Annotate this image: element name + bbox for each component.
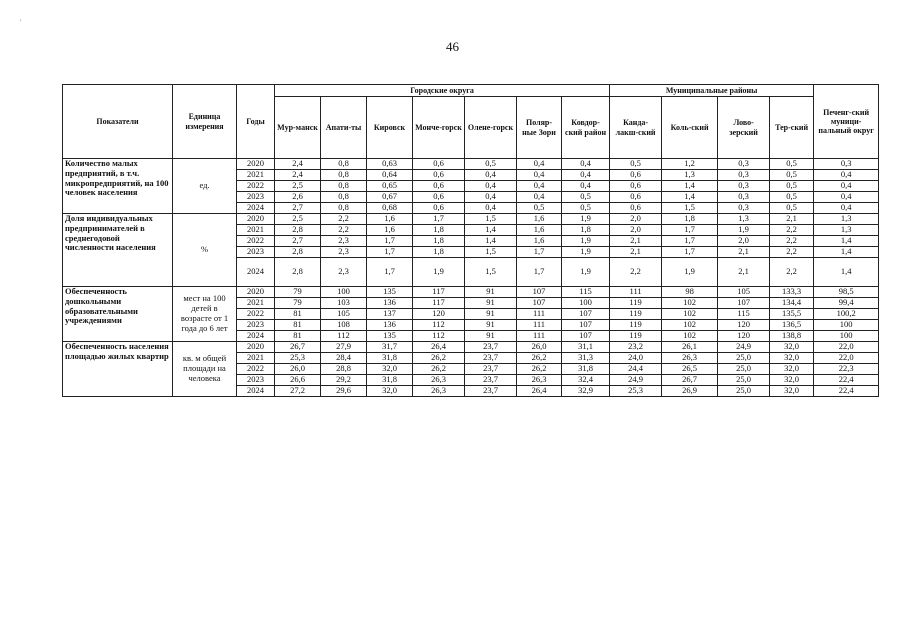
value-cell: 102 (662, 320, 718, 331)
value-cell: 1,9 (562, 247, 610, 258)
value-cell: 100 (814, 320, 879, 331)
header-area: Кировск (367, 97, 413, 159)
value-cell: 31,1 (562, 342, 610, 353)
value-cell: 0,5 (562, 192, 610, 203)
value-cell: 32,0 (770, 386, 814, 397)
value-cell: 26,3 (413, 375, 465, 386)
value-cell: 26,3 (517, 375, 562, 386)
value-cell: 91 (465, 298, 517, 309)
value-cell: 26,3 (662, 353, 718, 364)
value-cell: 32,0 (367, 386, 413, 397)
value-cell: 0,5 (610, 159, 662, 170)
value-cell: 2,4 (275, 170, 321, 181)
value-cell: 28,4 (321, 353, 367, 364)
year-cell: 2020 (237, 342, 275, 353)
value-cell: 1,7 (367, 258, 413, 287)
value-cell: 0,5 (770, 159, 814, 170)
value-cell: 102 (662, 298, 718, 309)
value-cell: 1,9 (562, 258, 610, 287)
value-cell: 25,0 (718, 375, 770, 386)
value-cell: 100,2 (814, 309, 879, 320)
value-cell: 26,5 (662, 364, 718, 375)
value-cell: 136,5 (770, 320, 814, 331)
value-cell: 26,0 (517, 342, 562, 353)
value-cell: 108 (321, 320, 367, 331)
value-cell: 0,4 (814, 170, 879, 181)
value-cell: 2,1 (718, 247, 770, 258)
value-cell: 23,7 (465, 342, 517, 353)
value-cell: 23,2 (610, 342, 662, 353)
header-area: Ковдор-ский район (562, 97, 610, 159)
value-cell: 0,8 (321, 170, 367, 181)
value-cell: 0,8 (321, 159, 367, 170)
value-cell: 26,2 (517, 353, 562, 364)
value-cell: 1,4 (814, 247, 879, 258)
header-group-urban: Городские округа (275, 85, 610, 97)
year-cell: 2024 (237, 386, 275, 397)
corner-mark: ' (20, 18, 22, 27)
value-cell: 100 (321, 287, 367, 298)
value-cell: 32,0 (770, 342, 814, 353)
value-cell: 26,7 (662, 375, 718, 386)
value-cell: 0,8 (321, 181, 367, 192)
value-cell: 91 (465, 287, 517, 298)
value-cell: 2,1 (770, 214, 814, 225)
value-cell: 103 (321, 298, 367, 309)
value-cell: 1,5 (465, 247, 517, 258)
value-cell: 24,9 (718, 342, 770, 353)
value-cell: 102 (662, 309, 718, 320)
value-cell: 100 (814, 331, 879, 342)
value-cell: 1,5 (465, 258, 517, 287)
value-cell: 0,6 (413, 181, 465, 192)
value-cell: 107 (562, 331, 610, 342)
value-cell: 25,3 (610, 386, 662, 397)
value-cell: 0,6 (413, 159, 465, 170)
value-cell: 0,3 (718, 192, 770, 203)
unit-cell: ед. (173, 159, 237, 214)
year-cell: 2021 (237, 298, 275, 309)
value-cell: 0,3 (718, 170, 770, 181)
value-cell: 1,4 (662, 192, 718, 203)
value-cell: 32,0 (770, 353, 814, 364)
header-unit: Единица измерения (173, 85, 237, 159)
header-year: Годы (237, 85, 275, 159)
value-cell: 2,2 (770, 225, 814, 236)
value-cell: 27,2 (275, 386, 321, 397)
value-cell: 1,7 (367, 247, 413, 258)
value-cell: 117 (413, 298, 465, 309)
value-cell: 0,4 (465, 192, 517, 203)
year-cell: 2022 (237, 309, 275, 320)
value-cell: 2,7 (275, 236, 321, 247)
value-cell: 1,4 (465, 225, 517, 236)
value-cell: 26,1 (662, 342, 718, 353)
value-cell: 31,7 (367, 342, 413, 353)
unit-cell: % (173, 214, 237, 287)
value-cell: 111 (517, 320, 562, 331)
value-cell: 25,3 (275, 353, 321, 364)
value-cell: 111 (517, 309, 562, 320)
value-cell: 0,4 (465, 181, 517, 192)
value-cell: 112 (413, 320, 465, 331)
value-cell: 0,5 (562, 203, 610, 214)
year-cell: 2020 (237, 214, 275, 225)
value-cell: 0,3 (718, 203, 770, 214)
value-cell: 133,3 (770, 287, 814, 298)
value-cell: 119 (610, 298, 662, 309)
value-cell: 2,5 (275, 214, 321, 225)
value-cell: 22,4 (814, 386, 879, 397)
value-cell: 1,9 (562, 236, 610, 247)
value-cell: 115 (562, 287, 610, 298)
value-cell: 0,4 (465, 203, 517, 214)
value-cell: 1,9 (662, 258, 718, 287)
value-cell: 26,2 (413, 353, 465, 364)
value-cell: 23,7 (465, 353, 517, 364)
year-cell: 2021 (237, 225, 275, 236)
value-cell: 0,5 (770, 181, 814, 192)
value-cell: 107 (562, 309, 610, 320)
header-area: Апати-ты (321, 97, 367, 159)
value-cell: 135 (367, 331, 413, 342)
value-cell: 107 (517, 298, 562, 309)
header-pechenga: Печенг-ский муници-пальный округ (814, 85, 879, 159)
value-cell: 23,7 (465, 364, 517, 375)
value-cell: 26,4 (413, 342, 465, 353)
value-cell: 1,9 (562, 214, 610, 225)
value-cell: 0,6 (413, 192, 465, 203)
table-row (63, 214, 879, 225)
value-cell: 1,7 (517, 247, 562, 258)
value-cell: 134,4 (770, 298, 814, 309)
value-cell: 1,3 (814, 225, 879, 236)
value-cell: 0,6 (413, 170, 465, 181)
value-cell: 22,4 (814, 375, 879, 386)
value-cell: 31,3 (562, 353, 610, 364)
value-cell: 0,4 (814, 203, 879, 214)
value-cell: 22,3 (814, 364, 879, 375)
value-cell: 2,4 (275, 159, 321, 170)
value-cell: 1,3 (814, 214, 879, 225)
value-cell: 115 (718, 309, 770, 320)
value-cell: 0,3 (718, 181, 770, 192)
value-cell: 0,5 (517, 203, 562, 214)
value-cell: 137 (367, 309, 413, 320)
value-cell: 2,2 (321, 225, 367, 236)
value-cell: 22,0 (814, 342, 879, 353)
value-cell: 26,2 (413, 364, 465, 375)
value-cell: 120 (718, 320, 770, 331)
value-cell: 2,2 (770, 258, 814, 287)
header-area: Коль-ский (662, 97, 718, 159)
value-cell: 98 (662, 287, 718, 298)
value-cell: 107 (718, 298, 770, 309)
value-cell: 119 (610, 309, 662, 320)
value-cell: 0,8 (321, 192, 367, 203)
year-cell: 2023 (237, 320, 275, 331)
table-row (63, 287, 879, 298)
year-cell: 2022 (237, 364, 275, 375)
value-cell: 99,4 (814, 298, 879, 309)
table-row (63, 342, 879, 353)
value-cell: 26,0 (275, 364, 321, 375)
value-cell: 79 (275, 287, 321, 298)
value-cell: 1,8 (413, 225, 465, 236)
value-cell: 0,63 (367, 159, 413, 170)
value-cell: 0,68 (367, 203, 413, 214)
value-cell: 2,2 (610, 258, 662, 287)
value-cell: 0,8 (321, 203, 367, 214)
value-cell: 81 (275, 331, 321, 342)
value-cell: 81 (275, 309, 321, 320)
value-cell: 1,6 (517, 214, 562, 225)
value-cell: 2,3 (321, 236, 367, 247)
value-cell: 24,0 (610, 353, 662, 364)
value-cell: 0,6 (610, 170, 662, 181)
value-cell: 1,7 (367, 236, 413, 247)
value-cell: 1,9 (413, 258, 465, 287)
value-cell: 91 (465, 309, 517, 320)
value-cell: 1,9 (718, 225, 770, 236)
statistics-table (62, 84, 879, 397)
value-cell: 24,4 (610, 364, 662, 375)
value-cell: 23,7 (465, 386, 517, 397)
value-cell: 1,7 (662, 236, 718, 247)
value-cell: 111 (517, 331, 562, 342)
header-area: Олене-горск (465, 97, 517, 159)
unit-cell: мест на 100 детей в возрасте от 1 года до 6 лет (173, 287, 237, 342)
value-cell: 1,7 (413, 214, 465, 225)
value-cell: 2,0 (718, 236, 770, 247)
value-cell: 0,5 (465, 159, 517, 170)
value-cell: 2,2 (770, 236, 814, 247)
value-cell: 1,4 (662, 181, 718, 192)
value-cell: 119 (610, 331, 662, 342)
value-cell: 2,6 (275, 192, 321, 203)
indicator-cell: Обеспеченность населения площадью жилых квартир (63, 342, 173, 397)
year-cell: 2024 (237, 258, 275, 287)
value-cell: 135 (367, 287, 413, 298)
value-cell: 0,4 (814, 181, 879, 192)
value-cell: 135,5 (770, 309, 814, 320)
value-cell: 2,1 (610, 247, 662, 258)
value-cell: 32,0 (367, 364, 413, 375)
value-cell: 26,7 (275, 342, 321, 353)
value-cell: 1,7 (662, 247, 718, 258)
value-cell: 31,8 (367, 375, 413, 386)
value-cell: 2,2 (321, 214, 367, 225)
value-cell: 29,2 (321, 375, 367, 386)
value-cell: 138,8 (770, 331, 814, 342)
value-cell: 1,4 (814, 236, 879, 247)
value-cell: 26,4 (517, 386, 562, 397)
value-cell: 2,0 (610, 225, 662, 236)
value-cell: 31,8 (562, 364, 610, 375)
indicator-cell: Обеспеченность дошкольными образовательными учреждениями (63, 287, 173, 342)
value-cell: 0,4 (517, 192, 562, 203)
value-cell: 0,4 (562, 159, 610, 170)
value-cell: 100 (562, 298, 610, 309)
value-cell: 2,1 (718, 258, 770, 287)
value-cell: 28,8 (321, 364, 367, 375)
year-cell: 2021 (237, 353, 275, 364)
page-number: 46 (446, 39, 459, 54)
value-cell: 0,3 (718, 159, 770, 170)
value-cell: 25,0 (718, 364, 770, 375)
indicator-cell: Количество малых предприятий, в т.ч. микропредприятий, на 100 человек населения (63, 159, 173, 214)
header-area: Мур-манск (275, 97, 321, 159)
value-cell: 26,2 (517, 364, 562, 375)
value-cell: 98,5 (814, 287, 879, 298)
value-cell: 2,7 (275, 203, 321, 214)
header-area: Поляр-ные Зори (517, 97, 562, 159)
value-cell: 119 (610, 320, 662, 331)
value-cell: 25,0 (718, 353, 770, 364)
value-cell: 32,0 (770, 364, 814, 375)
value-cell: 26,9 (662, 386, 718, 397)
value-cell: 0,4 (814, 192, 879, 203)
value-cell: 1,4 (814, 258, 879, 287)
value-cell: 23,7 (465, 375, 517, 386)
value-cell: 1,8 (413, 247, 465, 258)
value-cell: 0,4 (562, 170, 610, 181)
year-cell: 2021 (237, 170, 275, 181)
value-cell: 31,8 (367, 353, 413, 364)
value-cell: 1,5 (465, 214, 517, 225)
value-cell: 105 (718, 287, 770, 298)
value-cell: 112 (321, 331, 367, 342)
value-cell: 0,3 (814, 159, 879, 170)
value-cell: 25,0 (718, 386, 770, 397)
value-cell: 0,4 (517, 170, 562, 181)
year-cell: 2023 (237, 192, 275, 203)
value-cell: 0,5 (770, 192, 814, 203)
header-area: Канда-лакш-ский (610, 97, 662, 159)
indicator-cell: Доля индивидуальных предпринимателей в среднегодовой численности населения (63, 214, 173, 287)
value-cell: 2,8 (275, 258, 321, 287)
value-cell: 29,6 (321, 386, 367, 397)
value-cell: 27,9 (321, 342, 367, 353)
value-cell: 0,67 (367, 192, 413, 203)
value-cell: 2,3 (321, 258, 367, 287)
value-cell: 1,6 (517, 225, 562, 236)
value-cell: 0,6 (610, 181, 662, 192)
table-body (63, 159, 879, 397)
year-cell: 2023 (237, 247, 275, 258)
value-cell: 105 (321, 309, 367, 320)
year-cell: 2024 (237, 203, 275, 214)
value-cell: 0,4 (465, 170, 517, 181)
value-cell: 2,8 (275, 247, 321, 258)
value-cell: 2,5 (275, 181, 321, 192)
header-group-municipal: Муниципальные районы (610, 85, 814, 97)
value-cell: 107 (562, 320, 610, 331)
value-cell: 1,6 (517, 236, 562, 247)
value-cell: 26,3 (413, 386, 465, 397)
year-cell: 2020 (237, 287, 275, 298)
value-cell: 1,8 (562, 225, 610, 236)
value-cell: 136 (367, 298, 413, 309)
year-cell: 2022 (237, 181, 275, 192)
value-cell: 0,4 (562, 181, 610, 192)
year-cell: 2023 (237, 375, 275, 386)
value-cell: 117 (413, 287, 465, 298)
header-indicator: Показатели (63, 85, 173, 159)
value-cell: 32,0 (770, 375, 814, 386)
header-area: Лово-зерский (718, 97, 770, 159)
value-cell: 2,2 (770, 247, 814, 258)
value-cell: 107 (517, 287, 562, 298)
value-cell: 1,4 (465, 236, 517, 247)
year-cell: 2022 (237, 236, 275, 247)
table-row (63, 159, 879, 170)
value-cell: 0,6 (610, 192, 662, 203)
value-cell: 26,6 (275, 375, 321, 386)
value-cell: 136 (367, 320, 413, 331)
header-area: Тер-ский (770, 97, 814, 159)
value-cell: 1,6 (367, 214, 413, 225)
value-cell: 0,6 (413, 203, 465, 214)
value-cell: 0,5 (770, 170, 814, 181)
value-cell: 0,4 (517, 181, 562, 192)
value-cell: 1,2 (662, 159, 718, 170)
year-cell: 2020 (237, 159, 275, 170)
value-cell: 91 (465, 320, 517, 331)
value-cell: 2,3 (321, 247, 367, 258)
value-cell: 1,3 (718, 214, 770, 225)
value-cell: 1,7 (662, 225, 718, 236)
value-cell: 120 (718, 331, 770, 342)
value-cell: 32,9 (562, 386, 610, 397)
value-cell: 112 (413, 331, 465, 342)
value-cell: 91 (465, 331, 517, 342)
value-cell: 0,4 (517, 159, 562, 170)
value-cell: 120 (413, 309, 465, 320)
value-cell: 2,1 (610, 236, 662, 247)
value-cell: 0,65 (367, 181, 413, 192)
year-cell: 2024 (237, 331, 275, 342)
value-cell: 0,5 (770, 203, 814, 214)
unit-cell: кв. м общей площади на человека (173, 342, 237, 397)
value-cell: 1,8 (413, 236, 465, 247)
value-cell: 102 (662, 331, 718, 342)
value-cell: 1,7 (517, 258, 562, 287)
value-cell: 24,9 (610, 375, 662, 386)
value-cell: 1,8 (662, 214, 718, 225)
value-cell: 2,8 (275, 225, 321, 236)
value-cell: 0,6 (610, 203, 662, 214)
value-cell: 79 (275, 298, 321, 309)
value-cell: 1,6 (367, 225, 413, 236)
header-area: Монче-горск (413, 97, 465, 159)
value-cell: 1,3 (662, 170, 718, 181)
value-cell: 1,5 (662, 203, 718, 214)
value-cell: 81 (275, 320, 321, 331)
value-cell: 32,4 (562, 375, 610, 386)
value-cell: 22,0 (814, 353, 879, 364)
value-cell: 0,64 (367, 170, 413, 181)
value-cell: 2,0 (610, 214, 662, 225)
value-cell: 111 (610, 287, 662, 298)
